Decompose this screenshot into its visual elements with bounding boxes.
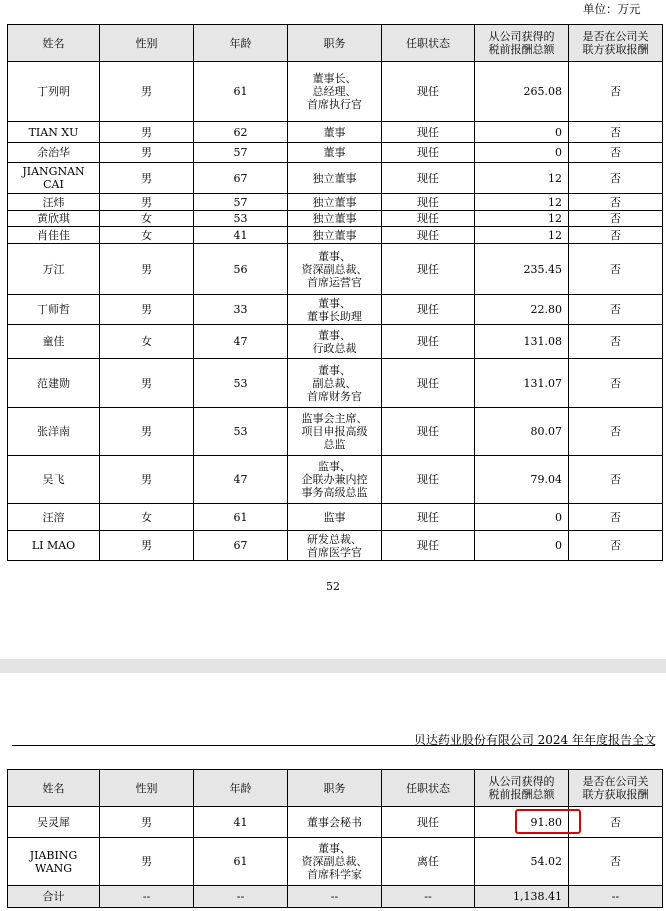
related-party-cell: --	[569, 886, 663, 908]
gender-cell: 男	[100, 531, 194, 561]
gender-cell: 女	[100, 325, 194, 359]
name-cell: TIAN XU	[8, 122, 100, 143]
header-related-party: 是否在公司关 联方获取报酬	[569, 770, 663, 807]
name-cell: 童佳	[8, 325, 100, 359]
gender-cell: 男	[100, 838, 194, 886]
table-row	[8, 227, 663, 244]
table-row	[8, 163, 663, 194]
title-cell: 董事、 资深副总裁、 首席运营官	[288, 244, 382, 295]
title-cell: 董事	[288, 143, 382, 163]
related-party-cell: 否	[569, 456, 663, 504]
table-row	[8, 408, 663, 456]
age-cell: 47	[194, 325, 288, 359]
age-cell: 57	[194, 143, 288, 163]
age-cell: 33	[194, 295, 288, 325]
related-party-cell: 否	[569, 244, 663, 295]
name-cell: 余治华	[8, 143, 100, 163]
header-name: 姓名	[8, 25, 100, 62]
header-gender: 性别	[100, 770, 194, 807]
table-row	[8, 143, 663, 163]
related-party-cell: 否	[569, 122, 663, 143]
status-cell: 现任	[382, 359, 475, 408]
title-cell: 研发总裁、 首席医学官	[288, 531, 382, 561]
name-cell: 万江	[8, 244, 100, 295]
header-related-party: 是否在公司关 联方获取报酬	[569, 25, 663, 62]
age-cell: 61	[194, 504, 288, 531]
age-cell: 53	[194, 211, 288, 227]
gender-cell: 男	[100, 163, 194, 194]
title-cell: 独立董事	[288, 194, 382, 211]
title-cell: 董事、 行政总裁	[288, 325, 382, 359]
table-row	[8, 295, 663, 325]
age-cell: --	[194, 886, 288, 908]
title-cell: --	[288, 886, 382, 908]
name-cell: 丁列明	[8, 62, 100, 122]
table-row	[8, 504, 663, 531]
age-cell: 41	[194, 807, 288, 838]
age-cell: 53	[194, 359, 288, 408]
related-party-cell: 否	[569, 62, 663, 122]
status-cell: 现任	[382, 163, 475, 194]
name-cell: 吴灵犀	[8, 807, 100, 838]
table-row	[8, 194, 663, 211]
name-cell: 张洋南	[8, 408, 100, 456]
pay-cell: 1,138.41	[475, 886, 569, 908]
related-party-cell: 否	[569, 194, 663, 211]
title-cell: 监事会主席、 项目申报高级 总监	[288, 408, 382, 456]
header-title: 职务	[288, 770, 382, 807]
title-cell: 独立董事	[288, 211, 382, 227]
status-cell: 现任	[382, 504, 475, 531]
page-number: 52	[326, 580, 340, 593]
related-party-cell: 否	[569, 143, 663, 163]
title-cell: 独立董事	[288, 227, 382, 244]
header-age: 年龄	[194, 25, 288, 62]
name-cell: 汪溶	[8, 504, 100, 531]
title-cell: 董事	[288, 122, 382, 143]
title-cell: 董事、 董事长助理	[288, 295, 382, 325]
highlight-box	[515, 809, 581, 834]
title-cell: 监事、 企联办兼内控 事务高级总监	[288, 456, 382, 504]
table-row	[8, 838, 663, 886]
age-cell: 62	[194, 122, 288, 143]
age-cell: 61	[194, 62, 288, 122]
name-cell: JIABING WANG	[8, 838, 100, 886]
age-cell: 56	[194, 244, 288, 295]
table-row	[8, 122, 663, 143]
pay-cell: 265.08	[475, 62, 569, 122]
header-status: 任职状态	[382, 25, 475, 62]
header-pay: 从公司获得的 税前报酬总额	[475, 770, 569, 807]
pay-cell: 0	[475, 143, 569, 163]
status-cell: 现任	[382, 295, 475, 325]
table-row	[8, 359, 663, 408]
status-cell: 现任	[382, 807, 475, 838]
table-row	[8, 456, 663, 504]
gender-cell: 女	[100, 227, 194, 244]
title-cell: 董事长、 总经理、 首席执行官	[288, 62, 382, 122]
gender-cell: --	[100, 886, 194, 908]
status-cell: 现任	[382, 194, 475, 211]
pay-cell: 12	[475, 163, 569, 194]
table-row	[8, 62, 663, 122]
table-row	[8, 211, 663, 227]
status-cell: 现任	[382, 456, 475, 504]
pay-cell: 91.80	[475, 807, 569, 838]
header-gender: 性别	[100, 25, 194, 62]
pay-cell: 12	[475, 211, 569, 227]
gender-cell: 男	[100, 807, 194, 838]
header-title: 职务	[288, 25, 382, 62]
related-party-cell: 否	[569, 325, 663, 359]
gender-cell: 女	[100, 504, 194, 531]
header-pay: 从公司获得的 税前报酬总额	[475, 25, 569, 62]
age-cell: 57	[194, 194, 288, 211]
gender-cell: 女	[100, 211, 194, 227]
pay-cell: 12	[475, 227, 569, 244]
related-party-cell: 否	[569, 838, 663, 886]
title-cell: 监事	[288, 504, 382, 531]
title-cell: 董事、 资深副总裁、 首席科学家	[288, 838, 382, 886]
compensation-table-1	[7, 24, 663, 561]
pay-cell: 0	[475, 504, 569, 531]
gender-cell: 男	[100, 62, 194, 122]
pay-cell: 54.02	[475, 838, 569, 886]
title-cell: 独立董事	[288, 163, 382, 194]
gender-cell: 男	[100, 244, 194, 295]
compensation-table-2	[7, 769, 663, 908]
table-row	[8, 244, 663, 295]
gender-cell: 男	[100, 295, 194, 325]
pay-cell: 131.08	[475, 325, 569, 359]
name-cell: 汪炜	[8, 194, 100, 211]
name-cell: 合计	[8, 886, 100, 908]
table-row	[8, 325, 663, 359]
header-age: 年龄	[194, 770, 288, 807]
name-cell: 肖佳佳	[8, 227, 100, 244]
header-row	[8, 25, 663, 62]
related-party-cell: 否	[569, 211, 663, 227]
pay-cell: 0	[475, 531, 569, 561]
gender-cell: 男	[100, 408, 194, 456]
header-status: 任职状态	[382, 770, 475, 807]
related-party-cell: 否	[569, 531, 663, 561]
header-name: 姓名	[8, 770, 100, 807]
status-cell: 离任	[382, 838, 475, 886]
name-cell: 丁师哲	[8, 295, 100, 325]
name-cell: 范建勋	[8, 359, 100, 408]
report-header-title: 贝达药业股份有限公司 2024 年年度报告全文	[413, 733, 656, 747]
status-cell: 现任	[382, 244, 475, 295]
title-cell: 董事会秘书	[288, 807, 382, 838]
related-party-cell: 否	[569, 807, 663, 838]
status-cell: 现任	[382, 227, 475, 244]
status-cell: 现任	[382, 143, 475, 163]
name-cell: 吴飞	[8, 456, 100, 504]
pay-cell: 235.45	[475, 244, 569, 295]
name-cell: LI MAO	[8, 531, 100, 561]
pay-cell: 80.07	[475, 408, 569, 456]
unit-label: 单位：万元	[583, 2, 641, 16]
page-break	[0, 659, 666, 673]
related-party-cell: 否	[569, 295, 663, 325]
title-cell: 董事、 副总裁、 首席财务官	[288, 359, 382, 408]
status-cell: 现任	[382, 62, 475, 122]
related-party-cell: 否	[569, 504, 663, 531]
name-cell: 黄欣琪	[8, 211, 100, 227]
related-party-cell: 否	[569, 408, 663, 456]
status-cell: 现任	[382, 531, 475, 561]
related-party-cell: 否	[569, 359, 663, 408]
status-cell: 现任	[382, 211, 475, 227]
status-cell: 现任	[382, 408, 475, 456]
total-row	[8, 886, 663, 908]
pay-cell: 12	[475, 194, 569, 211]
pay-cell: 0	[475, 122, 569, 143]
status-cell: 现任	[382, 325, 475, 359]
pay-cell: 22.80	[475, 295, 569, 325]
name-cell: JIANGNAN CAI	[8, 163, 100, 194]
gender-cell: 男	[100, 122, 194, 143]
gender-cell: 男	[100, 456, 194, 504]
status-cell: 现任	[382, 122, 475, 143]
table-row	[8, 531, 663, 561]
header-rule	[12, 745, 655, 746]
status-cell: --	[382, 886, 475, 908]
age-cell: 47	[194, 456, 288, 504]
age-cell: 41	[194, 227, 288, 244]
pay-cell: 79.04	[475, 456, 569, 504]
gender-cell: 男	[100, 194, 194, 211]
gender-cell: 男	[100, 143, 194, 163]
pay-cell: 131.07	[475, 359, 569, 408]
related-party-cell: 否	[569, 227, 663, 244]
age-cell: 53	[194, 408, 288, 456]
age-cell: 61	[194, 838, 288, 886]
age-cell: 67	[194, 163, 288, 194]
age-cell: 67	[194, 531, 288, 561]
header-row	[8, 770, 663, 807]
related-party-cell: 否	[569, 163, 663, 194]
gender-cell: 男	[100, 359, 194, 408]
